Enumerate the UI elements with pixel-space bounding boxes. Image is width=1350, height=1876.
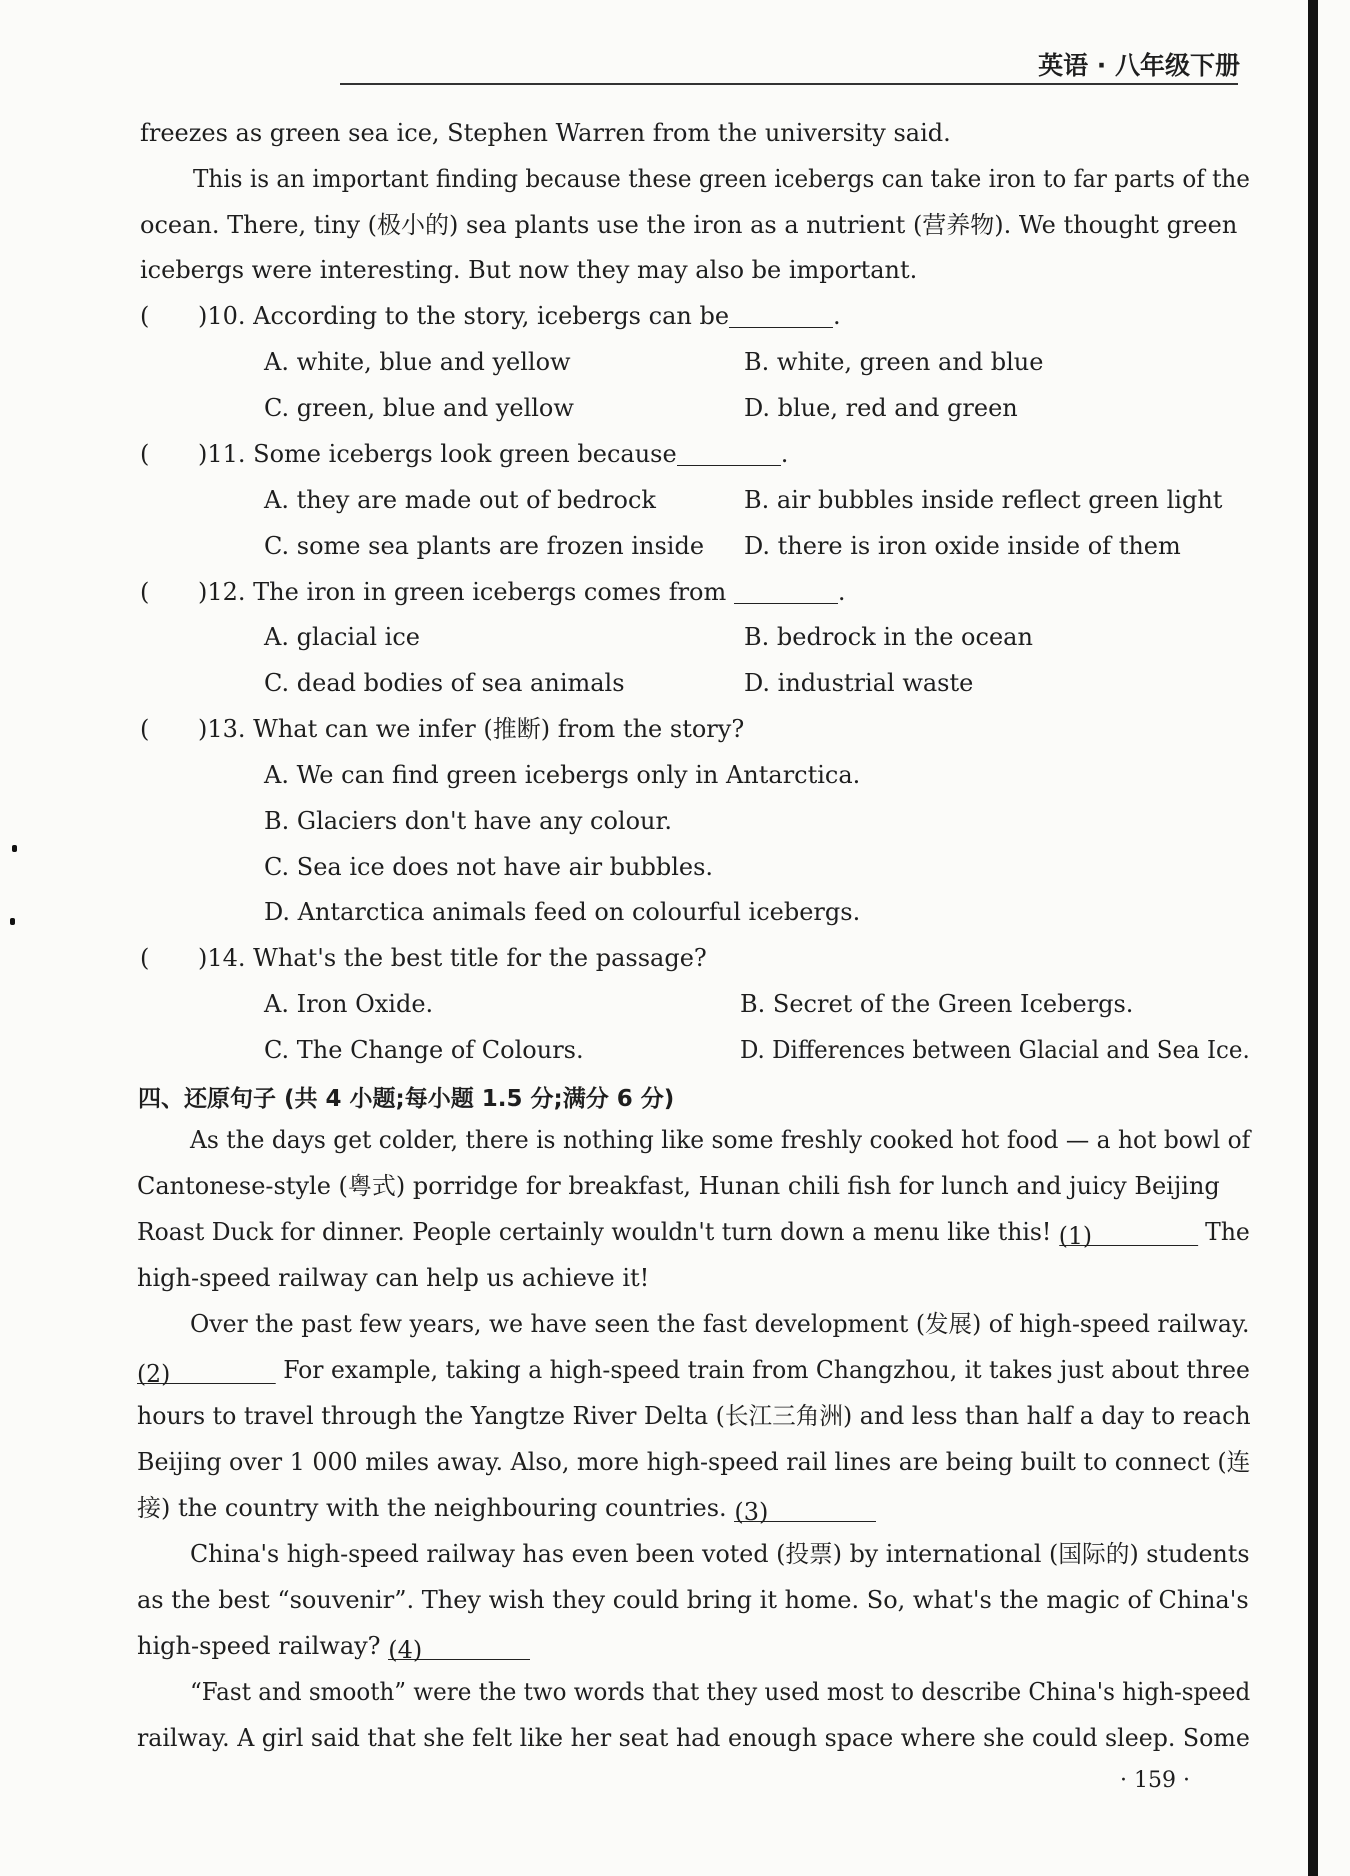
section-heading: 四、还原句子 (共 4 小题;每小题 1.5 分;满分 6 分) bbox=[138, 1086, 675, 1112]
passage-text: 接) the country with the neighbouring countries. bbox=[137, 1494, 727, 1522]
passage-line: Beijing over 1 000 miles away. Also, more high-speed rail lines are being built to connect (连 bbox=[137, 1448, 1251, 1476]
passage-text: Roast Duck for dinner. People certainly wouldn't turn down a menu like this! bbox=[137, 1218, 1052, 1246]
passage-line: high-speed railway can help us achieve it! bbox=[137, 1264, 650, 1292]
option-d: D. there is iron oxide inside of them bbox=[744, 532, 1181, 560]
answer-blank-3[interactable] bbox=[734, 1497, 876, 1526]
option-c: C. Sea ice does not have air bubbles. bbox=[264, 853, 714, 881]
passage-text: high-speed railway? bbox=[137, 1632, 381, 1660]
passage-line bbox=[137, 1631, 530, 1664]
answer-paren: ( bbox=[140, 715, 150, 743]
passage-line bbox=[137, 1355, 1250, 1388]
passage-line bbox=[137, 1217, 1250, 1250]
passage-line: ocean. There, tiny (极小的) sea plants use the iron as a nutrient (营养物). We thought green bbox=[140, 211, 1238, 239]
option-c: C. dead bodies of sea animals bbox=[264, 669, 625, 697]
passage-line: Cantonese-style (粤式) porridge for breakfast, Hunan chili fish for lunch and juicy Beijing bbox=[137, 1172, 1220, 1200]
option-c: C. green, blue and yellow bbox=[264, 394, 574, 422]
passage-text: The bbox=[1205, 1218, 1250, 1246]
answer-blank[interactable] bbox=[734, 579, 838, 604]
blank-label: (1) bbox=[1058, 1222, 1093, 1250]
passage-line: China's high-speed railway has even been voted (投票) by international (国际的) students bbox=[190, 1540, 1250, 1568]
option-a: A. We can find green icebergs only in Antarctica. bbox=[264, 761, 861, 789]
passage-line bbox=[137, 1493, 876, 1526]
passage-line: “Fast and smooth” were the two words that they used most to describe China's high-speed bbox=[190, 1678, 1251, 1706]
passage-line: icebergs were interesting. But now they may also be important. bbox=[140, 256, 918, 284]
scan-mark bbox=[10, 918, 15, 925]
option-c: C. The Change of Colours. bbox=[264, 1036, 584, 1064]
question-tail: . bbox=[833, 302, 841, 330]
page-number: · 159 · bbox=[1120, 1768, 1190, 1793]
header-rule bbox=[340, 83, 1238, 85]
question-stem: )14. What's the best title for the passage? bbox=[198, 944, 707, 972]
header-title: 英语 · 八年级下册 bbox=[1038, 51, 1240, 80]
question-11 bbox=[140, 439, 788, 469]
option-a: A. white, blue and yellow bbox=[264, 348, 571, 376]
blank-label: (2) bbox=[137, 1360, 171, 1388]
blank-label: (4) bbox=[388, 1636, 423, 1664]
option-b: B. Secret of the Green Icebergs. bbox=[740, 990, 1134, 1018]
option-a: A. Iron Oxide. bbox=[264, 990, 434, 1018]
option-b: B. Glaciers don't have any colour. bbox=[264, 807, 672, 835]
answer-blank[interactable] bbox=[677, 441, 781, 466]
question-tail: . bbox=[837, 578, 846, 606]
passage-line: hours to travel through the Yangtze River Delta (长江三角洲) and less than half a day to reach bbox=[137, 1402, 1251, 1430]
blank-label: (3) bbox=[734, 1498, 769, 1526]
option-d: D. Antarctica animals feed on colourful icebergs. bbox=[264, 898, 861, 926]
option-b: B. bedrock in the ocean bbox=[744, 623, 1033, 651]
answer-blank-2[interactable] bbox=[137, 1359, 276, 1388]
scan-mark bbox=[12, 845, 17, 852]
question-13 bbox=[140, 714, 744, 744]
answer-paren: ( bbox=[140, 440, 150, 468]
passage-line: as the best “souvenir”. They wish they could bring it home. So, what's the magic of China's bbox=[137, 1586, 1249, 1614]
question-stem: )13. What can we infer (推断) from the story? bbox=[198, 715, 745, 743]
option-b: B. air bubbles inside reflect green light bbox=[744, 486, 1223, 514]
answer-paren: ( bbox=[140, 578, 150, 606]
option-d: D. Differences between Glacial and Sea Ice. bbox=[740, 1036, 1250, 1064]
answer-paren: ( bbox=[140, 302, 150, 330]
passage-line: Over the past few years, we have seen the fast development (发展) of high-speed railway. bbox=[190, 1310, 1250, 1338]
option-a: A. they are made out of bedrock bbox=[264, 486, 656, 514]
answer-blank-4[interactable] bbox=[388, 1635, 530, 1664]
question-10 bbox=[140, 301, 841, 331]
question-stem: )10. According to the story, icebergs can be bbox=[198, 302, 730, 330]
answer-blank-1[interactable] bbox=[1058, 1221, 1198, 1250]
passage-line: As the days get colder, there is nothing like some freshly cooked hot food — a hot bowl of bbox=[190, 1126, 1251, 1154]
option-c: C. some sea plants are frozen inside bbox=[264, 532, 705, 560]
question-12 bbox=[140, 577, 846, 607]
passage-line: This is an important finding because these green icebergs can take iron to far parts of the bbox=[193, 165, 1250, 193]
passage-text: For example, taking a high-speed train from Changzhou, it takes just about three bbox=[283, 1356, 1250, 1384]
passage-line: freezes as green sea ice, Stephen Warren from the university said. bbox=[140, 119, 951, 147]
question-stem: )11. Some icebergs look green because bbox=[198, 440, 677, 468]
answer-blank[interactable] bbox=[729, 303, 833, 328]
option-b: B. white, green and blue bbox=[744, 348, 1044, 376]
option-d: D. blue, red and green bbox=[744, 394, 1018, 422]
option-d: D. industrial waste bbox=[744, 669, 974, 697]
passage-line: railway. A girl said that she felt like her seat had enough space where she could sleep. Some bbox=[137, 1724, 1250, 1752]
question-tail: . bbox=[780, 440, 789, 468]
option-a: A. glacial ice bbox=[264, 623, 420, 651]
page-edge-shadow bbox=[1308, 0, 1318, 1876]
answer-paren: ( bbox=[140, 944, 150, 972]
question-14 bbox=[140, 943, 707, 973]
question-stem: )12. The iron in green icebergs comes from bbox=[198, 578, 727, 606]
